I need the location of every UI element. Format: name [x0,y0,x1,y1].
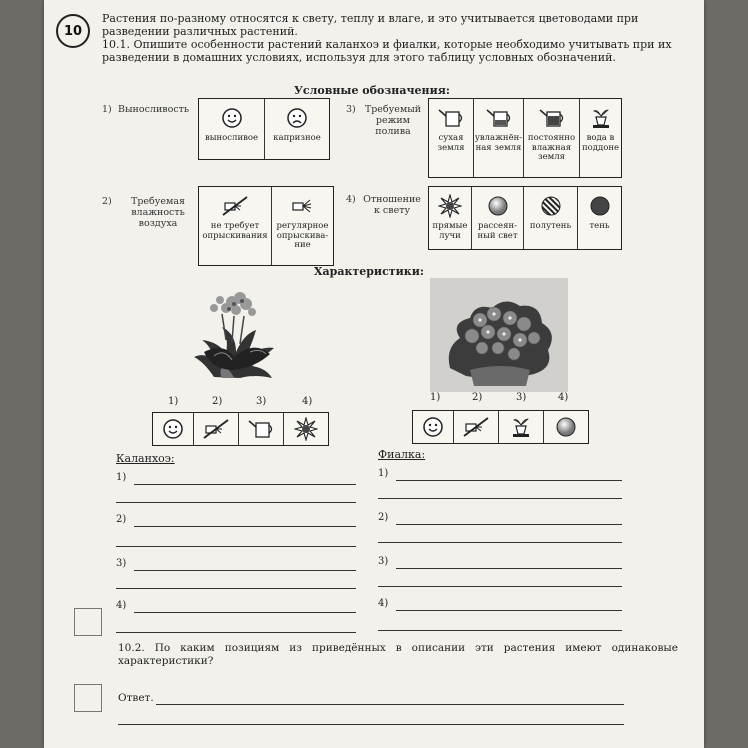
violet-answer-1b-line[interactable] [378,498,622,499]
position-number: 1) [430,392,441,403]
can-moist-icon [485,105,513,131]
legend-cell-diffuse-light [471,187,523,249]
legend-table-humidity [198,186,334,266]
legend-cell-dry-soil [429,99,473,177]
legend-cell-label: увлажнён-ная земля [474,133,523,153]
worksheet-page [44,0,704,748]
characteristics-title: Характеристики: [314,265,424,278]
violet-photo [430,278,568,392]
score-box-10-2[interactable] [74,684,102,712]
legend-cell-water-tray [579,99,621,177]
position-number: 4) [302,396,313,407]
frown-icon [286,105,308,131]
can-wet-icon [538,105,566,131]
legend-cell-capricious [264,99,329,159]
violet-answer-2b-line[interactable] [378,542,622,543]
kalanchoe-answer-3-line[interactable] [134,570,356,571]
answer-number: 2) [116,514,127,525]
violet-answer-3-line[interactable] [396,568,622,569]
legend-cell-regular-spray [271,187,333,265]
answer-number: 1) [378,468,389,479]
legend-cell-label: прямые лучи [432,221,468,241]
answer-number: 3) [378,556,389,567]
can-dry-icon [238,413,283,445]
legend-cell-label: регулярное опрыскива-ние [276,221,329,250]
legend-cell-label: тень [589,221,610,231]
legend-cell-shade [577,187,621,249]
score-box-10-1[interactable] [74,608,102,636]
kalanchoe-answer-3b-line[interactable] [116,588,356,589]
shade-icon [589,193,611,219]
legend-cell-label: постоянно влажная земля [527,133,576,162]
violet-answer-3b-line[interactable] [378,586,622,587]
violet-answer-2-line[interactable] [396,524,622,525]
position-number: 1) [168,396,179,407]
legend-cell-hardy [199,99,264,159]
half-shade-icon [540,193,562,219]
legend-cell-label: не требует опрыскивания [202,221,268,241]
legend-cell-half-shade [523,187,577,249]
pot-tray-icon [498,411,543,443]
task-number-badge: 10 [56,14,90,48]
kalanchoe-answer-2-line[interactable] [134,526,356,527]
question-10-2: 10.2. По каким позициям из приведённых в описании эти растения имеют одинаковые характеристики? [118,642,678,667]
legend-cell-direct-rays [429,187,471,249]
violet-answer-4-line[interactable] [396,610,622,611]
question-10-1: 10.1. Опишите особенности растений каланхоэ и фиалки, которые необходимо учитывать при их разведении в домашних условиях, используя для этого таблицу условных обозначений. [102,38,672,64]
legend-cell-label: вода в поддоне [581,133,620,153]
violet-answer-4b-line[interactable] [378,630,622,631]
no-spray-icon [453,411,498,443]
smiley-icon [153,413,193,445]
legend-title: Условные обозначения: [294,84,450,97]
kalanchoe-answer-4b-line[interactable] [116,632,356,633]
legend-cell-label: капризное [273,133,321,143]
sun-burst-icon [438,193,462,219]
answer-number: 3) [116,558,127,569]
answer-number: 4) [116,600,127,611]
kalanchoe-answer-4-line[interactable] [134,612,356,613]
legend-group-4-number: 4) [346,194,356,205]
no-spray-icon [221,193,249,219]
no-spray-icon [193,413,238,445]
answer-number: 2) [378,512,389,523]
legend-table-endurance [198,98,330,160]
legend-group-4-label: Отношение к свету [363,194,421,216]
legend-cell-moist-soil [473,99,523,177]
diffuse-light-icon [543,411,588,443]
kalanchoe-characteristics-strip [152,412,329,446]
legend-cell-wet-soil [523,99,579,177]
position-number: 2) [212,396,223,407]
position-number: 3) [256,396,267,407]
position-number: 2) [472,392,483,403]
legend-group-3-number: 3) [346,104,356,115]
legend-table-watering [428,98,622,178]
legend-cell-no-spray [199,187,271,265]
spray-icon [289,193,317,219]
answer-number: 1) [116,472,127,483]
legend-group-3-label: Требуемый режим полива [364,104,422,137]
answer-number: 4) [378,598,389,609]
final-answer-line[interactable] [156,704,624,705]
legend-group-1-number: 1) [102,104,112,115]
final-answer-line-2[interactable] [118,724,624,725]
smiley-icon [221,105,243,131]
task-intro [102,12,672,64]
legend-cell-label: сухая земля [437,133,465,153]
legend-group-2-number: 2) [102,196,112,207]
legend-table-light [428,186,622,250]
kalanchoe-photo [174,282,294,392]
kalanchoe-answer-1b-line[interactable] [116,502,356,503]
smiley-icon [413,411,453,443]
legend-group-1-label: Выносливость [118,104,190,115]
legend-group-2-label: Требуемая влажность воздуха [130,196,186,229]
legend-cell-label: рассеян-ный свет [477,221,518,241]
violet-answer-1-line[interactable] [396,480,622,481]
pot-tray-icon [590,105,612,131]
position-number: 4) [558,392,569,403]
intro-text: Растения по-разному относятся к свету, теплу и влаге, и это учитывается цветоводами при разведении различных растений. [102,12,639,38]
diffuse-light-icon [487,193,509,219]
kalanchoe-answer-1-line[interactable] [134,484,356,485]
kalanchoe-answer-2b-line[interactable] [116,546,356,547]
legend-cell-label: выносливое [204,133,259,143]
answer-label: Ответ. [118,692,154,704]
violet-label: Фиалка: [378,448,426,461]
violet-characteristics-strip [412,410,589,444]
kalanchoe-label: Каланхоэ: [116,452,175,465]
sun-burst-icon [283,413,328,445]
legend-cell-label: полутень [529,221,572,231]
can-dry-icon [437,105,465,131]
position-number: 3) [516,392,527,403]
